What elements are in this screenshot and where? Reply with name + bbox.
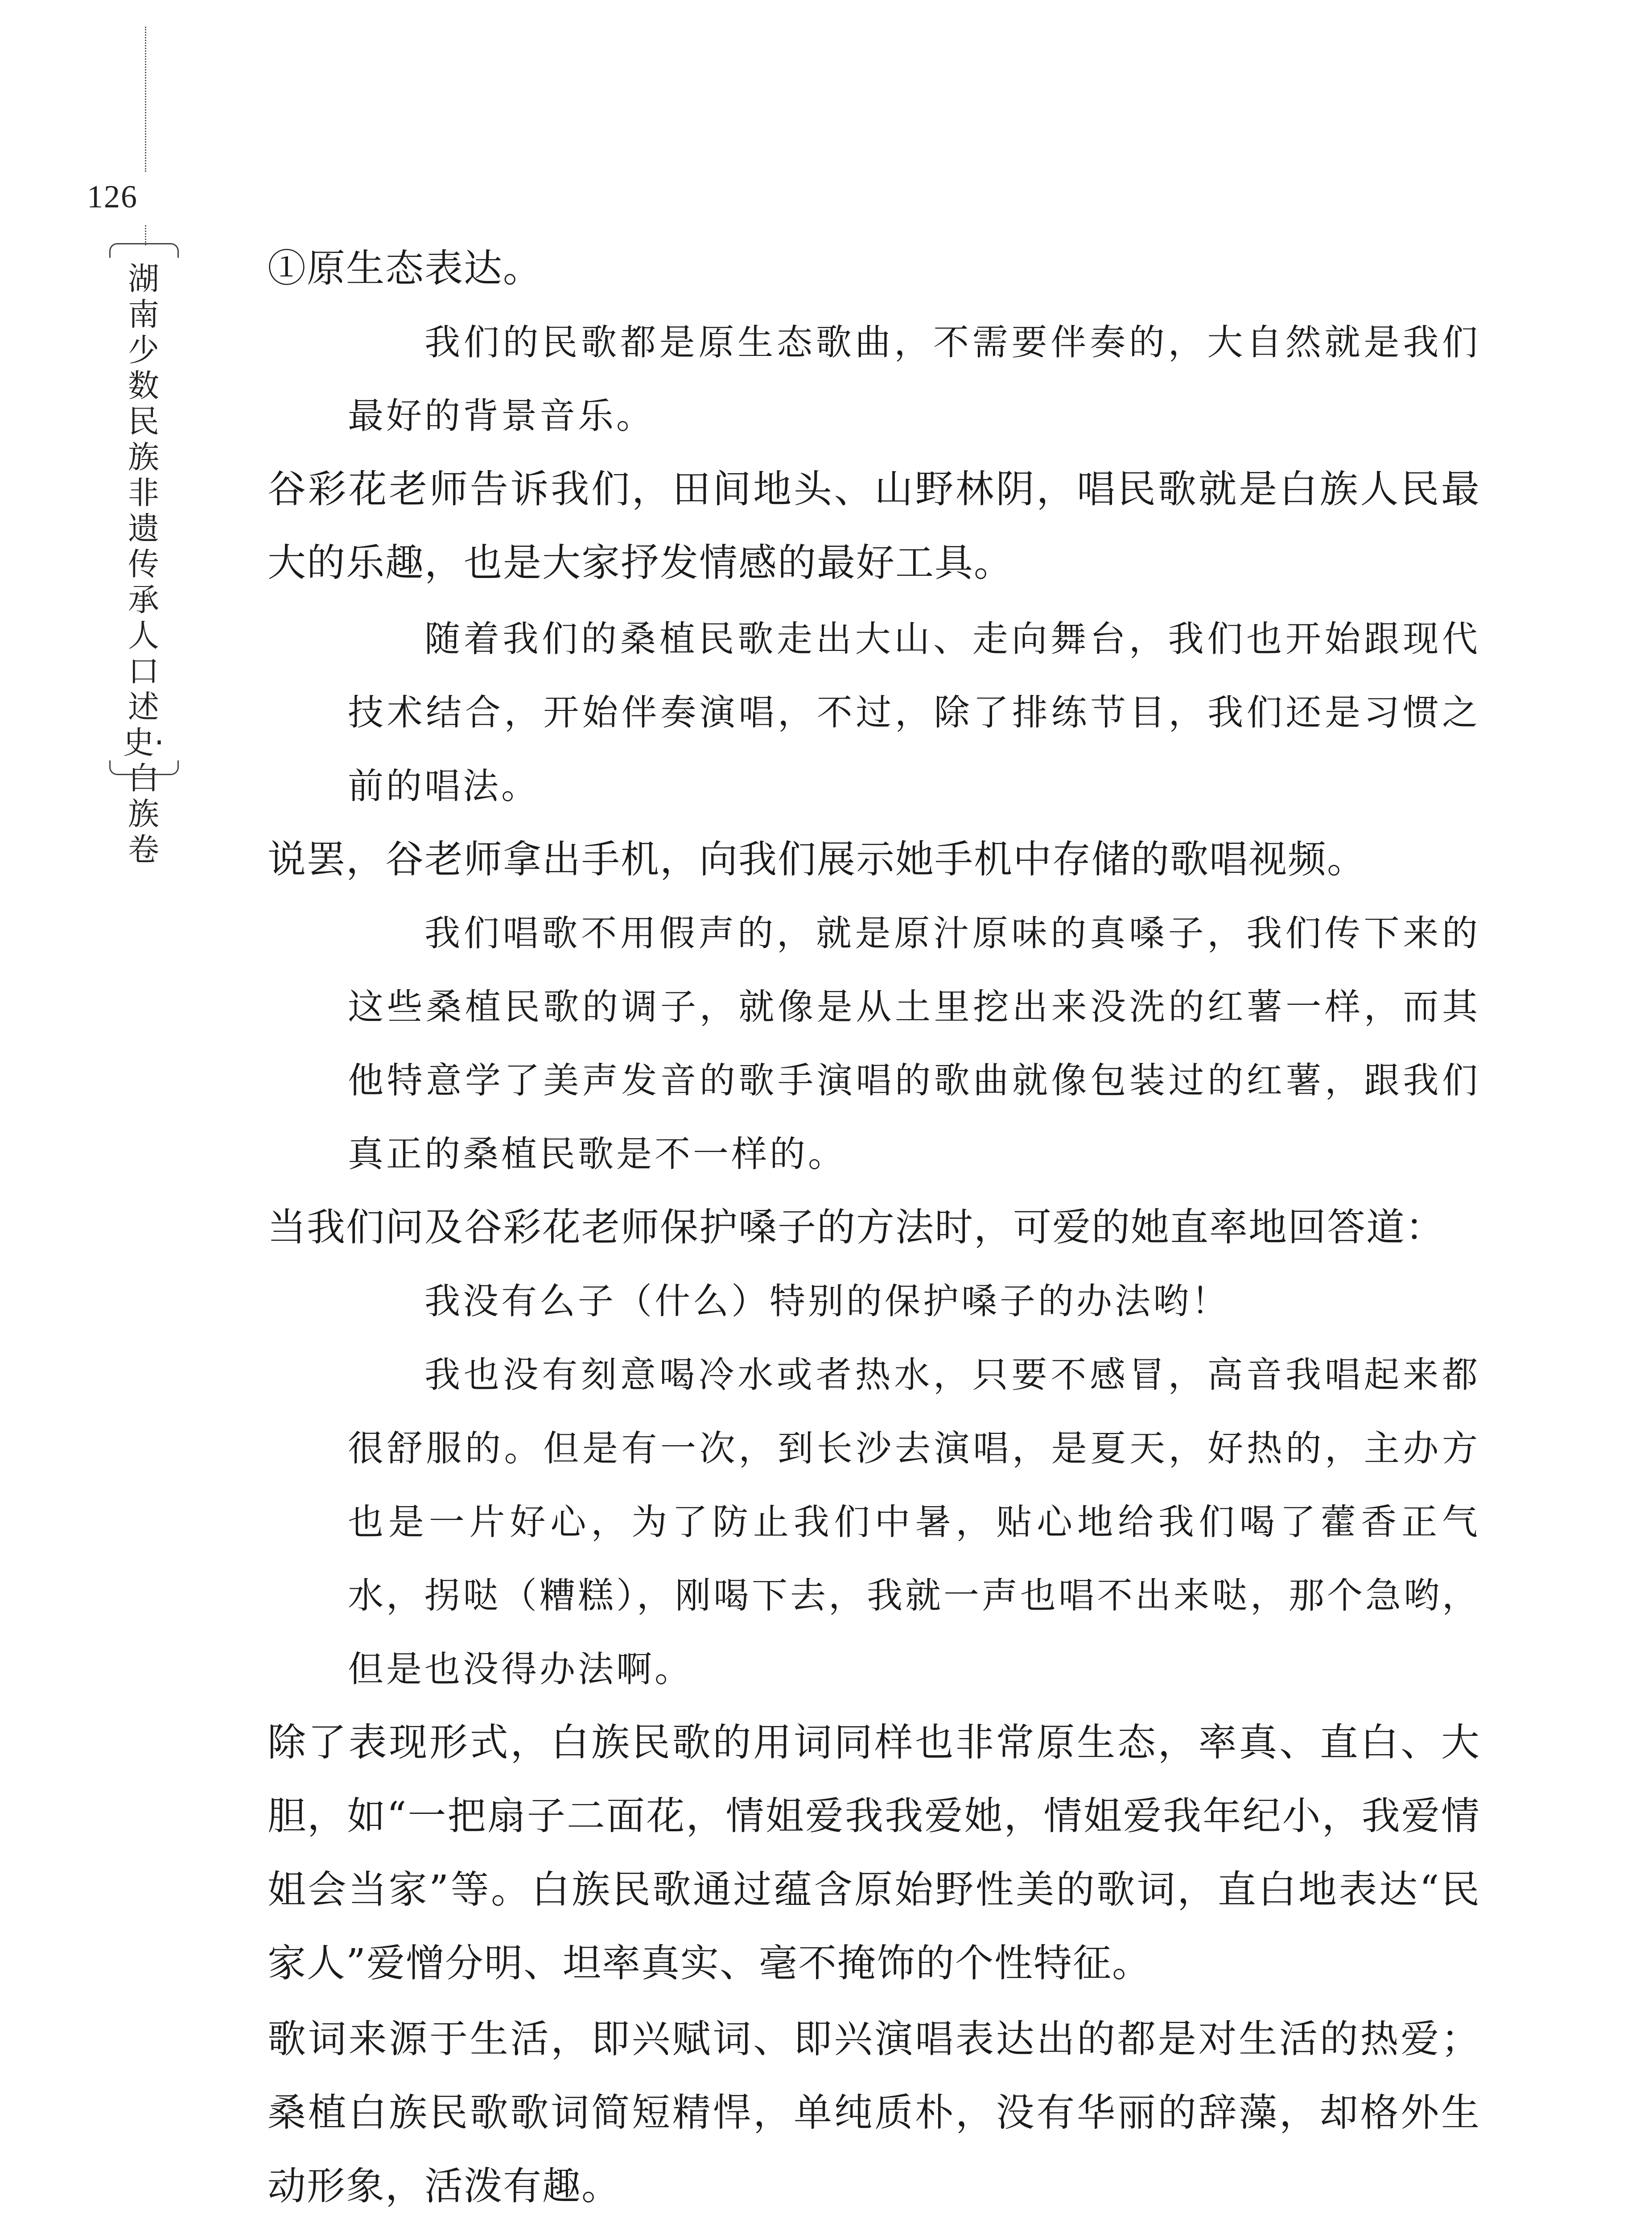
series-title-vertical: 湖南少数民族非遗传承人口述史·白族卷 (123, 260, 165, 868)
margin-dotted-rule-top (145, 27, 146, 172)
quote-paragraph: 我也没有刻意喝冷水或者热水，只要不感冒，高音我唱起来都很舒服的。但是有一次，到长沙去演唱，是夏天，好热的，主办方也是一片好心，为了防止我们中暑，贴心地给我们喝了藿香正气水，拐哒（糟糕），刚喝下去，我就一声也唱不出来哒，那个急哟，但是也没得办法啊。 (348, 1354, 1480, 1690)
body-paragraph: 除了表现形式，白族民歌的用词同样也非常原生态，率真、直白、大胆，如“一把扇子二面花，情姐爱我我爱她，情姐爱我年纪小，我爱情姐会当家”等。白族民歌通过蕴含原始野性美的歌词，直白地表达“民家人”爱憎分明、坦率真实、毫不掩饰的个性特征。 (268, 1720, 1480, 1986)
quote-paragraph: 我没有么子（什么）特别的保护嗓子的办法哟！ (424, 1280, 1230, 1322)
body-paragraph: 歌词来源于生活，即兴赋词、即兴演唱表达出的都是对生活的热爱；桑植白族民歌歌词简短精悍，单纯质朴，没有华丽的辞藻，却格外生动形象，活泼有趣。 (268, 2017, 1480, 2209)
quote-paragraph (348, 2223, 1480, 2230)
quote-paragraph: 随着我们的桑植民歌走出大山、走向舞台，我们也开始跟现代技术结合，开始伴奏演唱，不过，除了排练节目，我们还是习惯之前的唱法。 (348, 618, 1480, 807)
body-paragraph: 当我们问及谷彩花老师保护嗓子的方法时，可爱的她直率地回答道： (268, 1205, 1445, 1250)
margin-dotted-rule-middle (145, 225, 146, 245)
body-paragraph: 说罢，谷老师拿出手机，向我们展示她手机中存储的歌唱视频。 (268, 837, 1366, 882)
series-bracket-bottom (109, 760, 179, 775)
section-heading: ①原生态表达。 (268, 246, 542, 291)
page-number: 126 (87, 179, 138, 215)
body-paragraph: 谷彩花老师告诉我们，田间地头、山野林阴，唱民歌就是白族人民最大的乐趣，也是大家抒发情感的最好工具。 (268, 467, 1480, 585)
series-bracket-top (109, 243, 179, 258)
quote-paragraph: 我们的民歌都是原生态歌曲，不需要伴奏的，大自然就是我们最好的背景音乐。 (348, 322, 1480, 437)
quote-paragraph: 我们唱歌不用假声的，就是原汁原味的真嗓子，我们传下来的这些桑植民歌的调子，就像是从土里挖出来没洗的红薯一样，而其他特意学了美声发音的歌手演唱的歌曲就像包装过的红薯，跟我们真正的桑植民歌是不一样的。 (348, 913, 1480, 1175)
